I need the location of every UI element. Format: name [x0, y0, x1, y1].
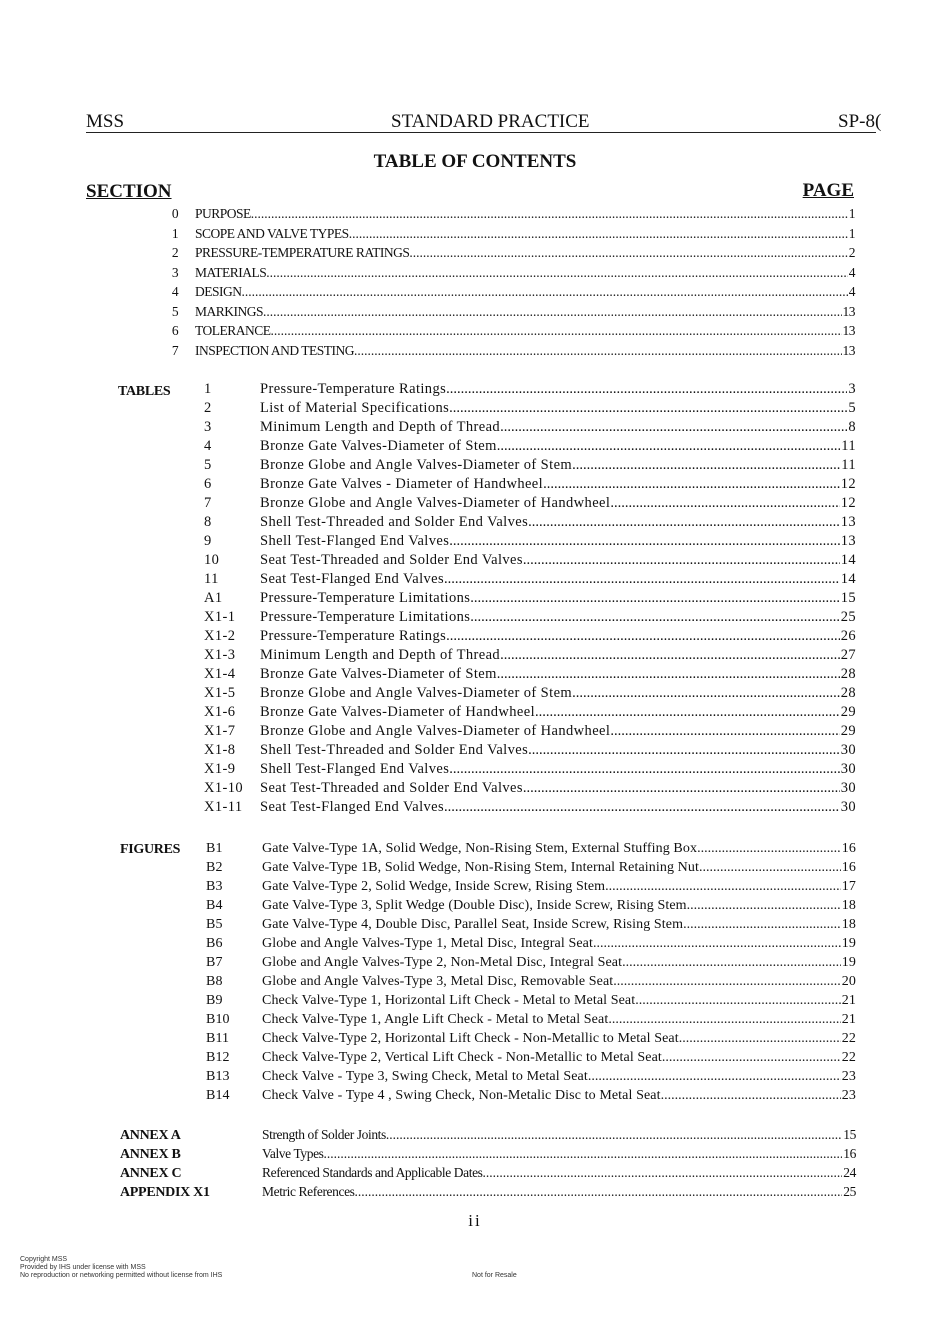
annex-entry [120, 1165, 856, 1184]
table-entry-number: X1-7 [204, 723, 236, 739]
table-entry [204, 742, 856, 761]
figure-entry [206, 841, 856, 860]
section-entry-page: 4 [848, 264, 855, 280]
dot-leader [572, 685, 840, 702]
table-entry-number: A1 [204, 590, 223, 606]
table-entry-page: 5 [848, 400, 856, 416]
section-entry-title: PRESSURE-TEMPERATURE RATINGS [195, 245, 410, 260]
figure-entry-number: B6 [206, 936, 223, 951]
figure-entry-title: Gate Valve-Type 1B, Solid Wedge, Non-Rising Stem, Internal Retaining Nut [262, 860, 699, 875]
table-entry-title: Pressure-Temperature Ratings [260, 628, 447, 644]
figure-entry-page: 22 [841, 1031, 856, 1046]
section-entry-title: MATERIALS [195, 264, 267, 280]
footer-line-2: Provided by IHS under license with MSS [20, 1264, 146, 1271]
section-entry-number: 0 [171, 206, 179, 221]
section-entry [155, 323, 855, 343]
table-entry-title: Bronze Gate Valves-Diameter of Handwheel [260, 704, 536, 720]
table-entry-number: 5 [204, 457, 212, 473]
section-entry [155, 245, 855, 265]
table-entry [204, 609, 856, 628]
dot-leader [699, 860, 841, 876]
section-entry-number: 3 [171, 264, 179, 280]
table-entry-page: 11 [841, 438, 856, 454]
figure-entry-page: 20 [841, 974, 856, 989]
table-entry-title: Minimum Length and Depth of Thread [260, 647, 501, 663]
tables-list [204, 381, 856, 818]
figure-entry [206, 1088, 856, 1107]
section-entry-title: PURPOSE [195, 206, 251, 221]
dot-leader [543, 476, 840, 493]
figure-entry-number: B1 [206, 841, 223, 856]
dot-leader [470, 590, 839, 607]
dot-leader [355, 1184, 843, 1200]
figure-entry-title: Check Valve-Type 1, Horizontal Lift Check - Metal to Metal Seat [262, 993, 636, 1008]
table-entry-number: 2 [204, 400, 212, 416]
table-entry [204, 685, 856, 704]
section-entry-number: 7 [171, 342, 179, 358]
table-entry-page: 30 [840, 780, 856, 796]
table-entry [204, 514, 856, 533]
table-entry [204, 495, 856, 514]
table-entry-page: 14 [840, 552, 856, 568]
section-entry-title: SCOPE AND VALVE TYPES [195, 225, 349, 241]
table-entry-number: 11 [204, 571, 219, 587]
figures-label: FIGURES [120, 842, 181, 857]
figure-entry-number: B4 [206, 898, 223, 913]
dot-leader [608, 1012, 840, 1028]
dot-leader [386, 1127, 842, 1143]
table-entry [204, 799, 856, 818]
dot-leader [266, 265, 847, 281]
dot-leader [697, 841, 841, 857]
table-entry-title: Bronze Globe and Angle Valves-Diameter of Stem [260, 685, 573, 701]
table-entry-title: Bronze Globe and Angle Valves-Diameter of Handwheel [260, 723, 611, 739]
table-entry-page: 12 [840, 476, 856, 492]
annex-entry-page: 15 [843, 1127, 856, 1142]
table-entry-page: 29 [840, 723, 856, 739]
dot-leader [613, 974, 841, 990]
annex-entry-number: ANNEX C [120, 1166, 182, 1181]
figure-entry [206, 955, 856, 974]
table-entry [204, 761, 856, 780]
figure-entry-number: B7 [206, 955, 223, 970]
figure-entry-number: B12 [206, 1050, 230, 1065]
table-entry-page: 28 [840, 666, 856, 682]
figure-entry-number: B10 [206, 1012, 230, 1027]
dot-leader [444, 799, 840, 816]
section-entry-page: 1 [848, 225, 855, 241]
dot-leader [449, 533, 839, 550]
tables-label: TABLES [118, 384, 171, 399]
sections-list [155, 206, 855, 362]
section-heading: SECTION [86, 181, 172, 202]
section-entry-title: MARKINGS [195, 303, 264, 319]
figure-entry [206, 974, 856, 993]
table-entry-number: 1 [204, 381, 212, 397]
table-entry-title: Bronze Gate Valves-Diameter of Stem [260, 438, 497, 454]
section-entry-page: 1 [848, 206, 855, 221]
table-entry [204, 590, 856, 609]
table-entry-number: X1-3 [204, 647, 236, 663]
annex-entry-number: APPENDIX X1 [120, 1185, 210, 1200]
table-entry [204, 780, 856, 799]
table-entry-page: 30 [840, 742, 856, 758]
table-entry [204, 647, 856, 666]
table-entry-title: Seat Test-Flanged End Valves [260, 799, 445, 815]
table-entry-number: X1-9 [204, 761, 236, 777]
figure-entry-title: Check Valve - Type 4 , Swing Check, Non-Metalic Disc to Metal Seat [262, 1088, 661, 1103]
table-entry-number: X1-5 [204, 685, 236, 701]
table-entry-title: Pressure-Temperature Limitations [260, 609, 471, 625]
table-entry [204, 438, 856, 457]
figure-entry-number: B3 [206, 879, 223, 894]
figure-entry-page: 16 [841, 841, 856, 856]
table-entry-title: Bronze Globe and Angle Valves-Diameter of Handwheel [260, 495, 611, 511]
dot-leader [324, 1146, 843, 1162]
table-entry-title: Shell Test-Threaded and Solder End Valves [260, 514, 529, 530]
table-entry [204, 457, 856, 476]
table-entry [204, 704, 856, 723]
figure-entry-title: Gate Valve-Type 3, Split Wedge (Double Disc), Inside Screw, Rising Stem [262, 898, 687, 913]
annex-entry-title: Referenced Standards and Applicable Dates [262, 1165, 483, 1180]
section-entry-page: 13 [842, 342, 855, 358]
table-entry-page: 29 [840, 704, 856, 720]
table-entry-number: X1-2 [204, 628, 236, 644]
dot-leader [622, 955, 841, 971]
dot-leader [470, 609, 839, 626]
dot-leader [687, 898, 841, 914]
figure-entry-number: B9 [206, 993, 223, 1008]
table-entry [204, 552, 856, 571]
dot-leader [251, 206, 848, 222]
figure-entry-page: 18 [841, 917, 856, 932]
dot-leader [679, 1031, 841, 1047]
dot-leader [449, 761, 839, 778]
figure-entry [206, 993, 856, 1012]
table-entry-title: Bronze Gate Valves-Diameter of Stem [260, 666, 497, 682]
figure-entry [206, 1012, 856, 1031]
table-entry-number: X1-4 [204, 666, 236, 682]
section-entry-page: 13 [842, 303, 855, 319]
figure-entry-title: Globe and Angle Valves-Type 2, Non-Metal Disc, Integral Seat [262, 955, 623, 970]
table-entry [204, 476, 856, 495]
table-entry [204, 723, 856, 742]
figure-entry-title: Check Valve-Type 1, Angle Lift Check - Metal to Metal Seat [262, 1012, 609, 1027]
figure-entry [206, 1031, 856, 1050]
table-entry-page: 27 [840, 647, 856, 663]
table-entry [204, 571, 856, 590]
figure-entry [206, 936, 856, 955]
figure-entry-title: Globe and Angle Valves-Type 3, Metal Disc, Removable Seat [262, 974, 614, 989]
table-entry-number: 4 [204, 438, 212, 454]
annex-entry-title: Valve Types [262, 1146, 324, 1161]
table-entry-page: 26 [840, 628, 856, 644]
dot-leader [263, 304, 841, 320]
table-entry-title: Seat Test-Threaded and Solder End Valves [260, 780, 523, 796]
table-entry-title: Bronze Globe and Angle Valves-Diameter of Stem [260, 457, 573, 473]
dot-leader [588, 1069, 841, 1085]
section-entry [155, 206, 855, 226]
table-entry-title: Pressure-Temperature Ratings [260, 381, 447, 397]
figure-entry [206, 1069, 856, 1088]
figure-entry-title: Check Valve-Type 2, Vertical Lift Check - Non-Metallic to Metal Seat [262, 1050, 662, 1065]
figure-entry-page: 19 [841, 955, 856, 970]
table-entry-page: 13 [840, 533, 856, 549]
figure-entry-title: Globe and Angle Valves-Type 1, Metal Disc, Integral Seat [262, 936, 593, 951]
footer-copyright [20, 1256, 222, 1280]
annex-entry-title: Metric References [262, 1184, 355, 1199]
table-entry-page: 15 [840, 590, 856, 606]
dot-leader [497, 666, 840, 683]
annex-entry [120, 1184, 856, 1203]
dot-leader [605, 879, 841, 895]
dot-leader [271, 323, 842, 339]
annex-entry-number: ANNEX B [120, 1147, 181, 1162]
toc-title: TABLE OF CONTENTS [373, 151, 577, 172]
page-heading: PAGE [802, 180, 854, 201]
table-entry-number: 3 [204, 419, 212, 435]
dot-leader [349, 226, 848, 242]
dot-leader [523, 780, 840, 797]
dot-leader [483, 1165, 843, 1181]
section-entry-number: 2 [171, 245, 179, 260]
section-entry [155, 304, 855, 324]
table-entry-page: 11 [841, 457, 856, 473]
table-entry [204, 628, 856, 647]
section-entry [155, 343, 855, 363]
figure-entry [206, 860, 856, 879]
header-right: SP-8( [838, 111, 882, 132]
dot-leader [635, 993, 841, 1009]
section-entry-page: 4 [848, 284, 855, 299]
table-entry-number: X1-8 [204, 742, 236, 758]
table-entry-page: 30 [840, 799, 856, 815]
header-rule [86, 132, 876, 133]
table-entry-title: Shell Test-Flanged End Valves [260, 761, 450, 777]
figure-entry [206, 898, 856, 917]
dot-leader [497, 438, 840, 455]
table-entry-title: Shell Test-Flanged End Valves [260, 533, 450, 549]
footer-not-for-resale: Not for Resale [472, 1272, 517, 1279]
dot-leader [523, 552, 840, 569]
figure-entry-page: 17 [841, 879, 856, 894]
dot-leader [449, 400, 847, 417]
figure-entry-page: 21 [841, 1012, 856, 1027]
figure-entry-page: 16 [841, 860, 856, 875]
dot-leader [535, 704, 840, 721]
figure-entry [206, 1050, 856, 1069]
section-entry-page: 13 [842, 323, 855, 338]
figure-entry-number: B5 [206, 917, 223, 932]
table-entry-page: 28 [840, 685, 856, 701]
annex-entry-number: ANNEX A [120, 1128, 181, 1143]
figure-entry-page: 21 [841, 993, 856, 1008]
section-entry-page: 2 [848, 245, 855, 260]
table-entry-number: X1-6 [204, 704, 236, 720]
table-entry-number: 8 [204, 514, 212, 530]
table-entry [204, 533, 856, 552]
footer-line-1: Copyright MSS [20, 1256, 68, 1263]
dot-leader [572, 457, 840, 474]
figures-list [206, 841, 856, 1107]
figure-entry [206, 917, 856, 936]
section-entry [155, 284, 855, 304]
dot-leader [500, 419, 847, 436]
table-entry-title: Bronze Gate Valves - Diameter of Handwheel [260, 476, 544, 492]
dot-leader [528, 514, 840, 531]
section-entry [155, 226, 855, 246]
table-entry-page: 25 [840, 609, 856, 625]
section-entry-title: INSPECTION AND TESTING [195, 342, 355, 358]
header-center: STANDARD PRACTICE [391, 111, 590, 132]
figure-entry-page: 23 [841, 1088, 856, 1103]
annex-entry [120, 1146, 856, 1165]
footer-line-3: No reproduction or networking permitted without license from IHS [20, 1272, 223, 1279]
table-entry-page: 14 [840, 571, 856, 587]
figure-entry-page: 18 [841, 898, 856, 913]
annex-entry-page: 25 [843, 1184, 856, 1199]
table-entry-number: 9 [204, 533, 212, 549]
dot-leader [446, 381, 847, 398]
dot-leader [500, 647, 840, 664]
figure-entry-number: B13 [206, 1069, 230, 1084]
figure-entry-page: 22 [841, 1050, 856, 1065]
figure-entry-number: B2 [206, 860, 223, 875]
table-entry-page: 12 [840, 495, 856, 511]
table-entry-title: List of Material Specifications [260, 400, 450, 416]
table-entry-title: Seat Test-Flanged End Valves [260, 571, 445, 587]
dot-leader [446, 628, 840, 645]
table-entry-number: X1-11 [204, 799, 243, 815]
table-entry [204, 419, 856, 438]
annex-entry-title: Strength of Solder Joints [262, 1127, 386, 1142]
table-entry [204, 400, 856, 419]
table-entry-title: Seat Test-Threaded and Solder End Valves [260, 552, 523, 568]
section-entry-number: 4 [171, 284, 179, 299]
section-entry [155, 265, 855, 285]
figure-entry [206, 879, 856, 898]
section-entry-title: DESIGN [195, 284, 242, 299]
section-entry-number: 6 [171, 323, 179, 338]
figure-entry-number: B11 [206, 1031, 230, 1046]
figure-entry-page: 19 [841, 936, 856, 951]
table-entry-title: Pressure-Temperature Limitations [260, 590, 471, 606]
dot-leader [528, 742, 840, 759]
table-entry-title: Shell Test-Threaded and Solder End Valves [260, 742, 529, 758]
table-entry-page: 8 [848, 419, 856, 435]
table-entry [204, 666, 856, 685]
dot-leader [354, 343, 841, 359]
section-entry-number: 5 [171, 303, 179, 319]
header-left: MSS [86, 111, 125, 132]
figure-entry-title: Check Valve - Type 3, Swing Check, Metal to Metal Seat [262, 1069, 588, 1084]
figure-entry-number: B14 [206, 1088, 230, 1103]
table-entry-number: X1-10 [204, 780, 244, 796]
figure-entry-title: Gate Valve-Type 2, Solid Wedge, Inside Screw, Rising Stem [262, 879, 606, 894]
table-entry-number: 10 [204, 552, 220, 568]
figure-entry-title: Check Valve-Type 2, Horizontal Lift Check - Non-Metallic to Metal Seat [262, 1031, 679, 1046]
dot-leader [409, 245, 847, 261]
dot-leader [242, 284, 848, 300]
dot-leader [593, 936, 841, 952]
table-entry-number: 7 [204, 495, 212, 511]
annex-entry-page: 16 [843, 1146, 856, 1161]
annexes-list [120, 1127, 856, 1203]
dot-leader [610, 495, 839, 512]
annex-entry [120, 1127, 856, 1146]
figure-entry-title: Gate Valve-Type 4, Double Disc, Parallel Seat, Inside Screw, Rising Stem [262, 917, 684, 932]
dot-leader [610, 723, 839, 740]
table-entry-page: 30 [840, 761, 856, 777]
table-entry-title: Minimum Length and Depth of Thread [260, 419, 501, 435]
dot-leader [444, 571, 840, 588]
table-entry-page: 3 [848, 381, 856, 397]
annex-entry-page: 24 [843, 1165, 856, 1180]
figure-entry-number: B8 [206, 974, 223, 989]
figure-entry-title: Gate Valve-Type 1A, Solid Wedge, Non-Rising Stem, External Stuffing Box [262, 841, 698, 856]
table-entry [204, 381, 856, 400]
dot-leader [683, 917, 841, 933]
dot-leader [661, 1088, 841, 1104]
table-entry-number: 6 [204, 476, 212, 492]
section-entry-title: TOLERANCE [195, 323, 271, 338]
table-entry-number: X1-1 [204, 609, 236, 625]
table-entry-page: 13 [840, 514, 856, 530]
section-entry-number: 1 [171, 225, 179, 241]
figure-entry-page: 23 [841, 1069, 856, 1084]
dot-leader [662, 1050, 841, 1066]
page-number: ii [468, 1211, 482, 1230]
